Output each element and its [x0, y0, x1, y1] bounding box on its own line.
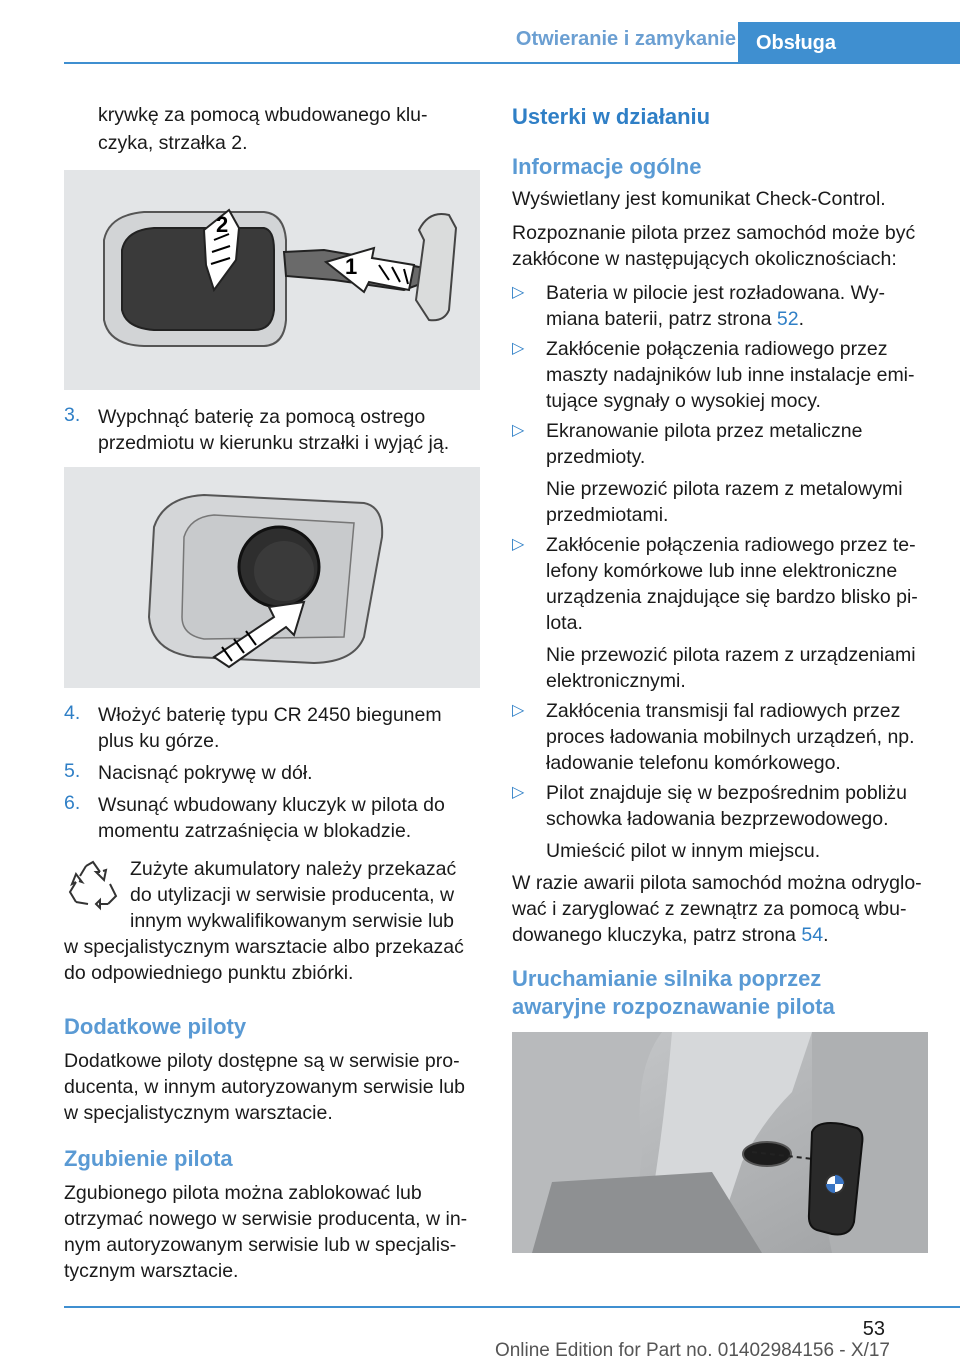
recycle-line-3: innym wykwalifikowanym serwisie lub: [130, 910, 455, 932]
heading-uruchamianie-1: Uruchamianie silnika poprzez: [512, 966, 822, 991]
zgubienie-line-2: otrzymać nowego w serwisie producenta, w in-: [64, 1208, 468, 1230]
bullet-3-note-2: przedmiotami.: [546, 504, 669, 526]
arrow-label-1: 1: [345, 254, 358, 279]
bullet-2-line-1: Zakłócenie połączenia radiowego przez: [546, 338, 888, 360]
arrow-label-2: 2: [216, 212, 229, 237]
bullet-triangle-icon: ▷: [512, 702, 525, 719]
page-ref-52[interactable]: 52: [776, 308, 799, 330]
step-3-number: 3.: [64, 404, 81, 426]
key-fob-battery-image: [64, 467, 480, 688]
footer-edition: Online Edition for Part no. 01402984156 - X/17: [494, 1340, 890, 1361]
recycle-line-5: do odpowiedniego punktu zbiórki.: [64, 962, 354, 984]
header-rule: [64, 62, 960, 64]
header-section-title: Otwieranie i zamykanie: [515, 28, 736, 50]
recycle-line-4: w specjalistycznym warsztacie albo przekazać: [64, 936, 464, 958]
bullet-6-note-1: Umieścić pilot w innym miejscu.: [546, 840, 821, 862]
bullet-4-line-1: Zakłócenie połączenia radiowego przez te-: [546, 534, 916, 556]
intro-line-1: krywkę za pomocą wbudowanego klu-: [98, 104, 428, 126]
step-5-line-1: Nacisnąć pokrywę w dół.: [98, 762, 313, 784]
bullet-4-line-2: lefony komórkowe lub inne elektroniczne: [546, 560, 898, 582]
step-3-line-2: przedmiotu w kierunku strzałki i wyjąć ją.: [98, 432, 450, 454]
step-5-number: 5.: [64, 760, 81, 782]
recycle-icon: [66, 858, 120, 912]
zgubienie-line-3: nym autoryzowanym serwisie lub w specjalis-: [64, 1234, 457, 1256]
bullet-triangle-icon: ▷: [512, 784, 525, 801]
heading-dodatkowe-piloty: Dodatkowe piloty: [64, 1014, 247, 1039]
step-3-line-1: Wypchnąć baterię za pomocą ostrego: [98, 406, 426, 428]
awaria-line-1: W razie awarii pilota samochód można odryglo-: [512, 872, 922, 894]
awaria-line-2: wać i zaryglować z zewnątrz za pomocą wbu-: [512, 898, 907, 920]
bullet-3-note-1: Nie przewozić pilota razem z metalowymi: [546, 478, 903, 500]
info-line-1: Wyświetlany jest komunikat Check-Control.: [512, 188, 886, 210]
bullet-2-line-3: tujące sygnały o wysokiej mocy.: [546, 390, 821, 412]
page-number: 53: [862, 1318, 885, 1340]
heading-usterki: Usterki w działaniu: [512, 104, 711, 129]
header-tab: Obsługa: [738, 22, 960, 64]
heading-uruchamianie-2: awaryjne rozpoznawanie pilota: [512, 994, 835, 1019]
bullet-triangle-icon: ▷: [512, 284, 525, 301]
step-6-line-1: Wsunąć wbudowany kluczyk w pilota do: [98, 794, 445, 816]
dodatkowe-line-1: Dodatkowe piloty dostępne są w serwisie pro-: [64, 1050, 460, 1072]
bullet-6-line-2: schowka ładowania bezprzewodowego.: [546, 808, 889, 830]
bullet-4-line-3: urządzenia znajdujące się bardzo blisko pi-: [546, 586, 918, 608]
heading-informacje-ogolne: Informacje ogólne: [512, 154, 702, 179]
bullet-3-line-2: przedmioty.: [546, 446, 646, 468]
heading-zgubienie-pilota: Zgubienie pilota: [64, 1146, 233, 1171]
bullet-5-line-3: ładowanie telefonu komórkowego.: [546, 752, 841, 774]
page-ref-54[interactable]: 54: [801, 924, 824, 946]
info-line-2: Rozpoznanie pilota przez samochód może być: [512, 222, 916, 244]
zgubienie-line-4: tycznym warsztacie.: [64, 1260, 239, 1282]
bullet-5-line-1: Zakłócenia transmisji fal radiowych przez: [546, 700, 901, 722]
awaria-line-3: dowanego kluczyka, patrz strona 54.: [512, 924, 829, 946]
bullet-5-line-2: proces ładowania mobilnych urządzeń, np.: [546, 726, 915, 748]
bullet-triangle-icon: ▷: [512, 340, 525, 357]
bullet-4-note-1: Nie przewozić pilota razem z urządzeniami: [546, 644, 916, 666]
recycle-line-2: do utylizacji w serwisie producenta, w: [130, 884, 455, 906]
bullet-2-line-2: maszty nadajników lub inne instalacje emi-: [546, 364, 915, 386]
bullet-4-note-2: elektronicznymi.: [546, 670, 686, 692]
dodatkowe-line-2: ducenta, w innym autoryzowanym serwisie lub: [64, 1076, 466, 1098]
dodatkowe-line-3: w specjalistycznym warsztacie.: [64, 1102, 333, 1124]
steering-column-key-image: [512, 1032, 928, 1253]
intro-line-2: czyka, strzałka 2.: [98, 132, 248, 154]
bullet-triangle-icon: ▷: [512, 536, 525, 553]
step-4-number: 4.: [64, 702, 81, 724]
step-6-line-2: momentu zatrzaśnięcia w blokadzie.: [98, 820, 412, 842]
zgubienie-line-1: Zgubionego pilota można zablokować lub: [64, 1182, 422, 1204]
bullet-3-line-1: Ekranowanie pilota przez metaliczne: [546, 420, 863, 442]
bullet-triangle-icon: ▷: [512, 422, 525, 439]
key-fob-open-image: [64, 170, 480, 390]
recycle-line-1: Zużyte akumulatory należy przekazać: [130, 858, 457, 880]
step-4-line-2: plus ku górze.: [98, 730, 220, 752]
bullet-1-line-1: Bateria w pilocie jest rozładowana. Wy-: [546, 282, 886, 304]
info-line-3: zakłócone w następujących okolicznościach:: [512, 248, 897, 270]
step-4-line-1: Włożyć baterię typu CR 2450 biegunem: [98, 704, 442, 726]
bullet-1-line-2: miana baterii, patrz strona 52.: [546, 308, 804, 330]
bullet-6-line-1: Pilot znajduje się w bezpośrednim pobliżu: [546, 782, 907, 804]
bullet-4-line-4: lota.: [546, 612, 583, 634]
step-6-number: 6.: [64, 792, 81, 814]
footer-rule: [64, 1306, 960, 1308]
